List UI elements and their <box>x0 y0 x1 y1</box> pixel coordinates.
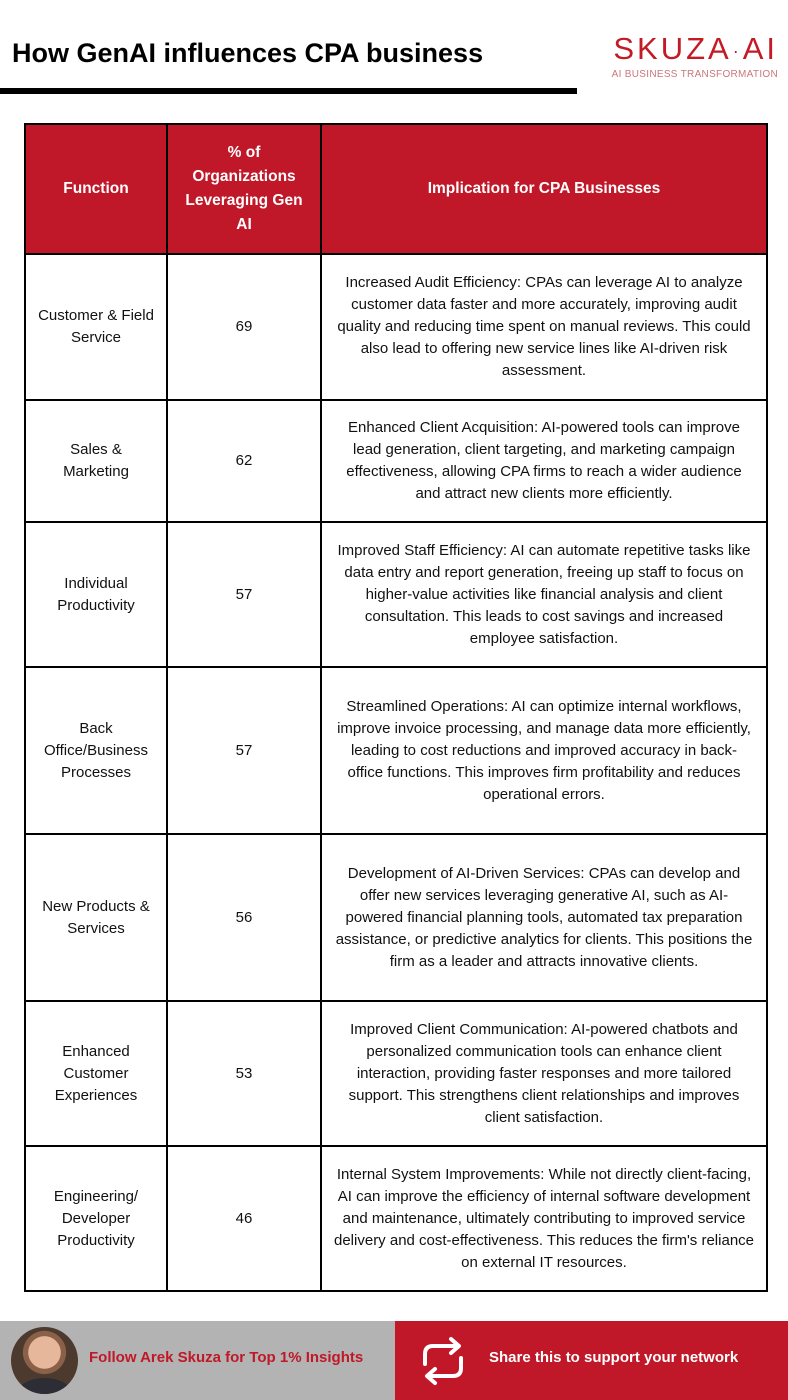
follow-text[interactable]: Follow Arek Skuza for Top 1% Insights <box>89 1349 364 1366</box>
cell-percent: 46 <box>167 1146 321 1291</box>
table-header-row <box>25 124 767 254</box>
avatar <box>11 1327 78 1394</box>
page-title: How GenAI influences CPA business <box>12 38 484 68</box>
table-row <box>25 522 767 667</box>
cell-function: New Products & Services <box>25 834 167 1001</box>
share-text[interactable]: Share this to support your network <box>489 1349 739 1366</box>
brand-name-dot: · <box>732 40 742 61</box>
cell-function: Back Office/Business Processes <box>25 667 167 834</box>
column-header-function: Function <box>25 124 167 254</box>
table-row <box>25 1001 767 1146</box>
cell-implication: Enhanced Client Acquisition: AI-powered tools can improve lead generation, client targeting, and marketing campaign effectiveness, allowing CPA firms to reach a wider audience and attract new clients more efficiently. <box>321 400 767 522</box>
cell-implication: Increased Audit Efficiency: CPAs can leverage AI to analyze customer data faster and more accurately, improving audit quality and reducing time spent on manual reviews. This could also lead to offering new service lines like AI-driven risk assessment. <box>321 254 767 400</box>
cell-function: Engineering/ Developer Productivity <box>25 1146 167 1291</box>
table-row <box>25 834 767 1001</box>
repost-icon[interactable] <box>417 1334 469 1388</box>
cell-function: Sales & Marketing <box>25 400 167 522</box>
column-header-implication: Implication for CPA Businesses <box>321 124 767 254</box>
column-header-percent: % of Organizations Leveraging Gen AI <box>167 124 321 254</box>
title-underline <box>0 88 577 94</box>
cell-percent: 62 <box>167 400 321 522</box>
brand-logo <box>612 32 778 80</box>
cell-percent: 53 <box>167 1001 321 1146</box>
cell-percent: 69 <box>167 254 321 400</box>
cell-function: Enhanced Customer Experiences <box>25 1001 167 1146</box>
cell-implication: Internal System Improvements: While not directly client-facing, AI can improve the efficiency of internal software development and maintenance, ultimately contributing to improved service delivery and cost-effectiveness. This reduces the firm's reliance on external IT resources. <box>321 1146 767 1291</box>
brand-tagline: AI BUSINESS TRANSFORMATION <box>611 68 778 80</box>
cell-percent: 57 <box>167 667 321 834</box>
cell-function: Individual Productivity <box>25 522 167 667</box>
cell-percent: 56 <box>167 834 321 1001</box>
brand-name-left: SKUZA <box>613 31 732 66</box>
follow-banner[interactable] <box>0 1321 395 1400</box>
table-row <box>25 254 767 400</box>
table-row <box>25 400 767 522</box>
brand-name <box>612 32 778 68</box>
brand-name-right: AI <box>742 31 778 66</box>
table-row <box>25 667 767 834</box>
cell-percent: 57 <box>167 522 321 667</box>
share-banner[interactable] <box>395 1321 788 1400</box>
cell-implication: Streamlined Operations: AI can optimize internal workflows, improve invoice processing, and manage data more efficiently, leading to cost reductions and improved accuracy in back-office functions. This improves firm profitability and reduces operational errors. <box>321 667 767 834</box>
cpa-genai-table <box>24 123 768 1292</box>
table-row <box>25 1146 767 1291</box>
cell-function: Customer & Field Service <box>25 254 167 400</box>
avatar-shirt <box>19 1378 70 1394</box>
cell-implication: Improved Client Communication: AI-powered chatbots and personalized communication tools can enhance client interaction, providing faster responses and more tailored support. This strengthens client relationships and improves client satisfaction. <box>321 1001 767 1146</box>
cell-implication: Improved Staff Efficiency: AI can automate repetitive tasks like data entry and report generation, freeing up staff to focus on higher-value activities like financial analysis and client consultation. This leads to cost savings and increased employee satisfaction. <box>321 522 767 667</box>
cell-implication: Development of AI-Driven Services: CPAs can develop and offer new services leveraging generative AI, such as AI-powered financial planning tools, automated tax preparation assistance, or predictive analytics for clients. This positions the firm as a leader and attracts innovative clients. <box>321 834 767 1001</box>
